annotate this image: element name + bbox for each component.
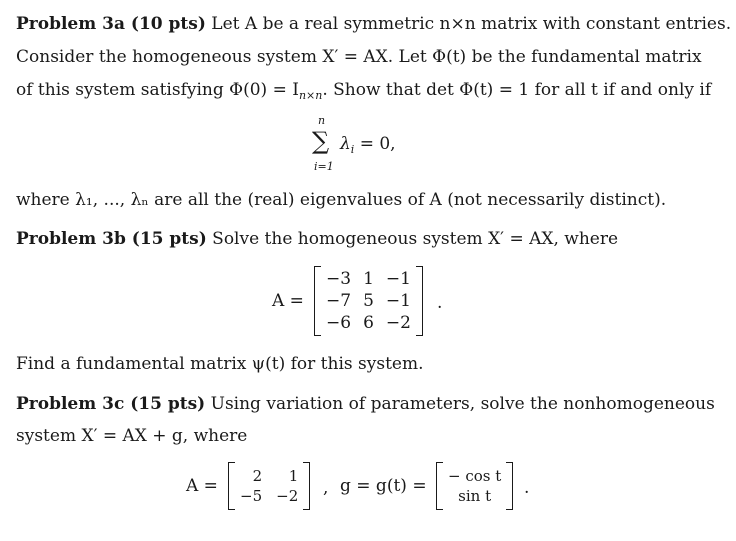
p3b-line-2: Find a fundamental matrix ψ(t) for this system. (16, 354, 424, 374)
p3b-statement-1: Solve the homogeneous system X′ = AX, where (212, 229, 619, 249)
p3c-a-cell: −5 (240, 487, 263, 505)
p3b-heading: Problem 3b (15 pts) (16, 229, 207, 249)
p3a-line-3-rest: . Show that det Φ(t) = 1 for all t if and only if (322, 80, 712, 100)
p3c-heading: Problem 3c (15 pts) (16, 394, 206, 414)
p3c-statement-1: Using variation of parameters, solve the nonhomogeneous (210, 394, 715, 414)
p3b-matrix (314, 266, 423, 336)
p3c-lhs-g: g = g(t) = (340, 476, 427, 496)
p3c-matrix-a-right-bracket (303, 462, 310, 510)
sum-symbol: ∑ (312, 127, 330, 155)
p3c-period: . (524, 478, 530, 498)
sum-lambda-subscript: i (350, 143, 355, 156)
p3b-cell: −7 (326, 291, 352, 311)
p3a-line-2: Consider the homogeneous system X′ = AX. Let Φ(t) be the fundamental matrix (16, 47, 702, 67)
p3c-matrix-g-grid (448, 467, 501, 505)
p3b-cell: 1 (363, 269, 374, 289)
sum-upper-limit: n (318, 114, 326, 127)
p3b-matrix-right-bracket (416, 266, 423, 336)
sum-lower-limit: i=1 (314, 160, 334, 173)
p3c-g-cell: sin t (458, 487, 492, 505)
p3c-comma: , (323, 478, 329, 498)
p3b-matrix-left-bracket (314, 266, 321, 336)
p3a-statement-1: Let A be a real symmetric n×n matrix with constant entries. (211, 14, 732, 34)
p3a-heading: Problem 3a (10 pts) (16, 14, 206, 34)
p3a-line-4: where λ₁, ..., λₙ are all the (real) eigenvalues of A (not necessarily distinct). (16, 190, 667, 210)
p3c-matrix-g (436, 462, 513, 510)
p3c-line-2: system X′ = AX + g, where (16, 426, 248, 446)
sum-rhs: = 0, (354, 134, 396, 154)
p3c-g-cell: − cos t (448, 467, 502, 485)
p3c-a-cell: −2 (276, 487, 299, 505)
p3a-line-3-text: of this system satisfying Φ(0) = I (16, 80, 299, 100)
p3b-cell: −2 (385, 313, 411, 333)
p3b-cell: −3 (326, 269, 352, 289)
p3b-cell: 6 (363, 313, 374, 333)
p3c-a-cell: 1 (288, 467, 299, 485)
p3c-matrix-g-right-bracket (506, 462, 513, 510)
p3c-matrix-a-left-bracket (228, 462, 235, 510)
p3b-line-1 (16, 229, 618, 249)
p3a-line-3 (16, 80, 711, 106)
p3b-cell: −1 (385, 269, 411, 289)
p3b-lhs: A = (272, 291, 304, 311)
p3c-lhs-a: A = (186, 476, 218, 496)
p3a-identity-subscript: n×n (298, 89, 323, 102)
p3c-line-1 (16, 394, 715, 414)
p3b-cell: 5 (363, 291, 374, 311)
sum-lambda: λ (340, 134, 351, 154)
sum-expression (340, 134, 396, 156)
p3b-cell: −6 (326, 313, 352, 333)
p3c-matrix-a (228, 462, 310, 510)
p3a-line-1 (16, 14, 731, 34)
p3b-cell: −1 (385, 291, 411, 311)
p3c-a-cell: 2 (252, 467, 263, 485)
p3b-period: . (437, 293, 443, 313)
p3c-matrix-a-grid (240, 467, 298, 505)
p3c-matrix-g-left-bracket (436, 462, 443, 510)
p3b-matrix-grid (326, 269, 411, 333)
